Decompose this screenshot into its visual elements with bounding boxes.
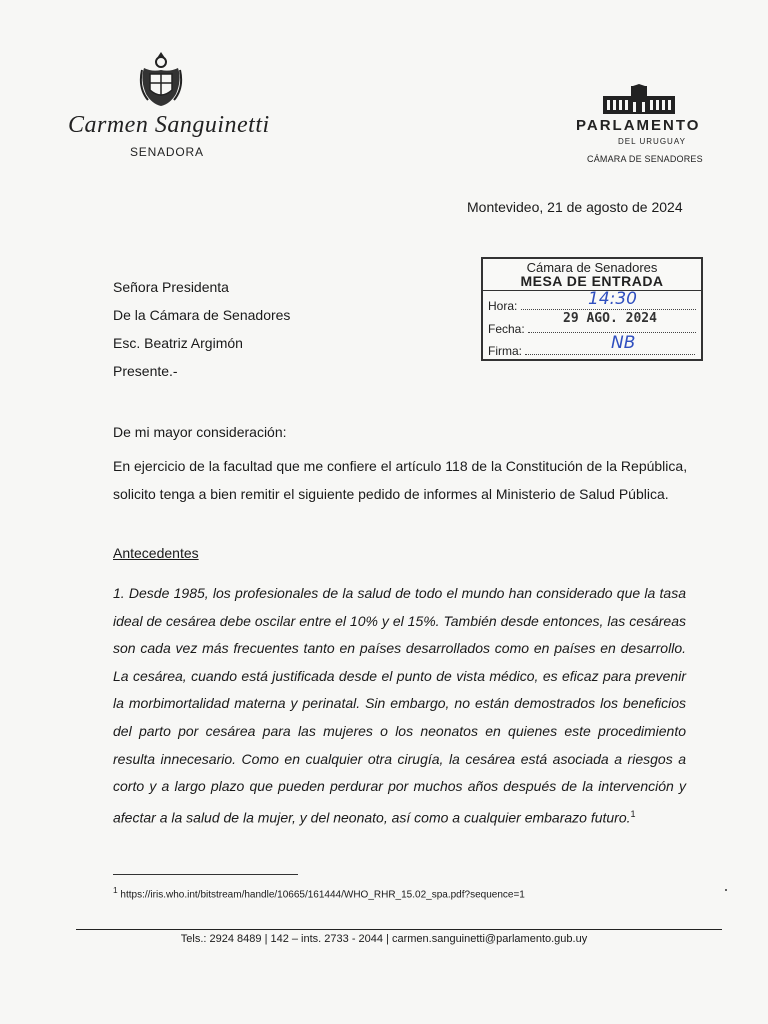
camara-label: CÁMARA DE SENADORES (587, 154, 703, 164)
footnote-separator (113, 874, 298, 875)
letter-date: Montevideo, 21 de agosto de 2024 (467, 199, 683, 215)
stamp-subtitle: MESA DE ENTRADA (520, 273, 664, 289)
footnote-ref: 1 (630, 808, 636, 819)
footnote-link[interactable]: https://iris.who.int/bitstream/handle/10665/161444/WHO_RHR_15.02_spa.pdf?sequence=1 (120, 889, 525, 901)
parliament-building-icon (603, 84, 675, 114)
stamp-hora-label: Hora: (488, 299, 518, 313)
stamp-fecha-value: 29 AGO. 2024 (563, 311, 657, 326)
page-mark (725, 889, 727, 891)
stamp-hora-value: 14:30 (588, 289, 637, 309)
footer-contact: Tels.: 2924 8489 | 142 – ints. 2733 - 2044 | carmen.sanguinetti@parlamento.gub.uy (180, 933, 588, 945)
parlamento-subtitle: DEL URUGUAY (618, 137, 686, 146)
paragraph-1-text: 1. Desde 1985, los profesionales de la salud de todo el mundo han considerado que la tasa ideal de cesárea debe oscilar entre el 10% y el 15%. También desde entonces, las cesáreas son cada vez más frecuentes tanto en países desarrollados como en países en desarrollo. La cesárea, cuando está justificada desde el punto de vista médico, es eficaz para prevenir la morbimortalidad materna y perinatal. Sin embargo, no están demostrados los beneficios del parto por cesárea para las mujeres o los neonatos en quienes este procedimiento resulta innecesario. Como en cualquier otra cirugía, la cesárea está asociada a riesgos a corto y a largo plazo que pueden perdurar por muchos años después de la intervención y afectar a la salud de la mujer, y del neonato, así como a cualquier embarazo futuro. (113, 585, 686, 826)
stamp-title: Cámara de Senadores (526, 260, 658, 275)
stamp-firma-label: Firma: (488, 344, 522, 358)
signature-name: Carmen Sanguinetti (68, 112, 270, 138)
coat-of-arms-icon (138, 50, 184, 108)
addressee-line: Señora Presidenta (113, 279, 229, 295)
intro-line: En ejercicio de la facultad que me confiere el artículo 118 de la Constitución de la República, (113, 458, 688, 474)
stamp-fecha-label: Fecha: (488, 322, 525, 336)
parlamento-title: PARLAMENTO (576, 117, 701, 134)
footnote-marker: 1 (113, 885, 118, 895)
footnote (113, 885, 525, 900)
signature-role: SENADORA (130, 145, 204, 159)
addressee-line: Presente.- (113, 363, 178, 379)
addressee-line: Esc. Beatriz Argimón (113, 335, 243, 351)
addressee-line: De la Cámara de Senadores (113, 307, 291, 323)
section-title: Antecedentes (113, 545, 199, 561)
reception-stamp (481, 257, 703, 361)
paragraph-1 (113, 580, 686, 832)
stamp-firma-row (488, 344, 695, 358)
stamp-firma-value: NB (611, 333, 636, 353)
intro-line: solicito tenga a bien remitir el siguiente pedido de informes al Ministerio de Salud Pública. (113, 486, 669, 502)
footer-separator (76, 929, 722, 930)
greeting: De mi mayor consideración: (113, 424, 287, 440)
